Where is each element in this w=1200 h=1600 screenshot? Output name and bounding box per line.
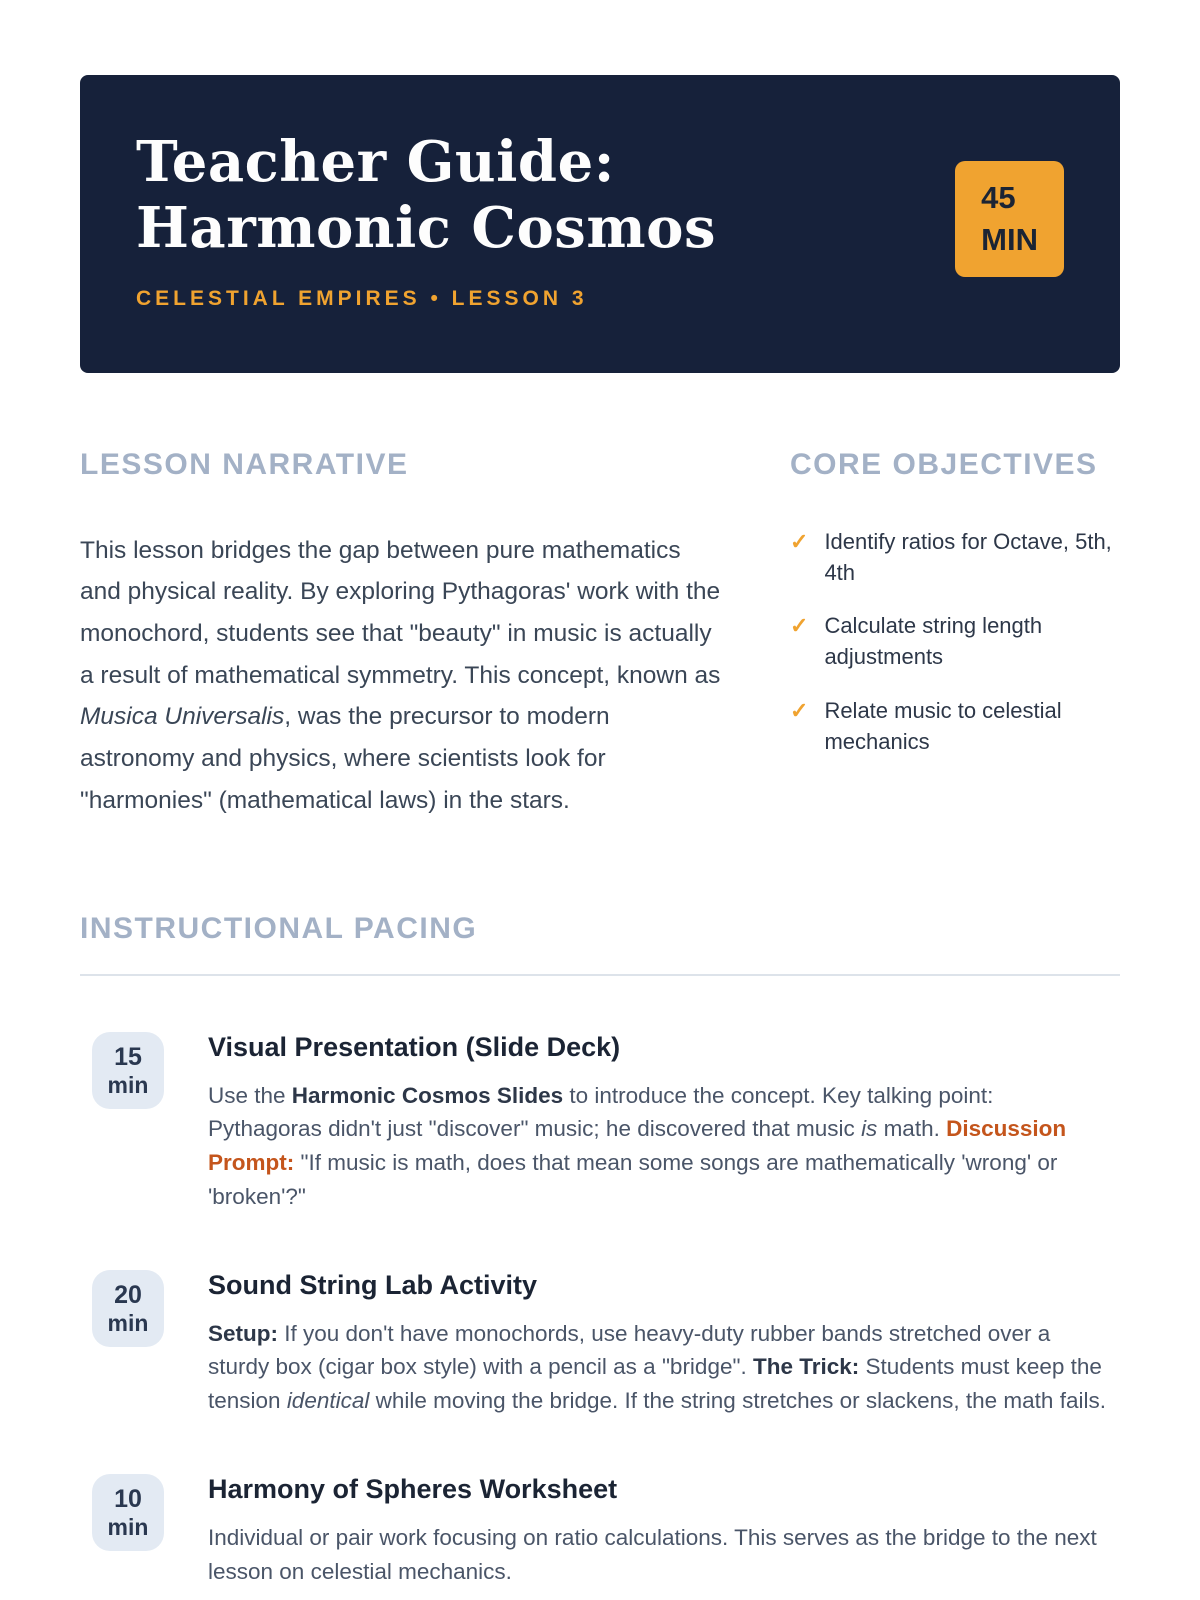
pacing-item xyxy=(80,1474,1120,1589)
overview-section xyxy=(80,445,1120,821)
lesson-narrative xyxy=(80,445,724,821)
activity-title: Harmony of Spheres Worksheet xyxy=(208,1473,618,1504)
page-title: Teacher Guide: Harmonic Cosmos xyxy=(136,129,716,262)
activity-description: Setup: If you don't have monochords, use heavy-duty rubber bands stretched over a sturdy box (cigar box style) with a pencil as a "bridge". The Trick: Students must keep the tension identical while moving the bridge. If the string stretches or slackens, the math fails. xyxy=(208,1320,1106,1414)
activity-content xyxy=(208,1270,1108,1418)
pacing-item xyxy=(80,1270,1120,1418)
time-badge xyxy=(92,1270,164,1348)
pacing-list xyxy=(80,1032,1120,1589)
activity-title: Sound String Lab Activity xyxy=(208,1269,538,1300)
lesson-narrative-text: This lesson bridges the gap between pure mathematics and physical reality. By exploring Pythagoras' work with the monochord, students see that "beauty" in music is actually a result of mathematical symmetry. This concept, known as Musica Universalis, was the precursor to modern astronomy and physics, where scientists look for "harmonies" (mathematical laws) in the stars. xyxy=(80,536,721,814)
check-icon: ✓ xyxy=(790,697,809,723)
time-badge xyxy=(92,1032,164,1110)
time-minutes: 15 xyxy=(114,1042,142,1071)
time-unit: min xyxy=(107,1309,149,1336)
activity-description: Individual or pair work focusing on ratio calculations. This serves as the bridge to the next lesson on celestial mechanics. xyxy=(208,1524,1097,1584)
core-objectives-heading: CORE OBJECTIVES xyxy=(790,448,1098,482)
lesson-narrative-heading: LESSON NARRATIVE xyxy=(80,448,409,482)
objective-item xyxy=(790,526,1120,588)
objective-label: Relate music to celestial mechanics xyxy=(824,697,1062,754)
duration-badge xyxy=(955,161,1064,277)
header-text-block xyxy=(136,129,916,311)
time-badge xyxy=(92,1474,164,1552)
activity-title: Visual Presentation (Slide Deck) xyxy=(208,1031,621,1062)
time-unit: min xyxy=(107,1071,149,1098)
activity-content xyxy=(208,1032,1108,1214)
objectives-list xyxy=(790,526,1120,757)
pacing-item xyxy=(80,1032,1120,1214)
header-banner xyxy=(80,75,1120,373)
objective-label: Identify ratios for Octave, 5th, 4th xyxy=(824,528,1112,585)
activity-description: Use the Harmonic Cosmos Slides to introduce the concept. Key talking point: Pythagoras didn't just "discover" music; he discovered that music is math. Discussion Prompt: "If music is math, does that mean some songs are mathematically 'wrong' or 'broken'?" xyxy=(208,1082,1067,1209)
objective-item xyxy=(790,610,1120,672)
activity-content xyxy=(208,1474,1108,1589)
time-unit: min xyxy=(107,1513,149,1540)
check-icon: ✓ xyxy=(790,528,809,554)
section-divider xyxy=(80,974,1120,976)
objective-label: Calculate string length adjustments xyxy=(824,613,1043,670)
objective-item xyxy=(790,695,1120,757)
core-objectives xyxy=(790,445,1120,821)
time-minutes: 10 xyxy=(114,1484,142,1513)
check-icon: ✓ xyxy=(790,613,809,639)
lesson-breadcrumb: CELESTIAL EMPIRES • LESSON 3 xyxy=(136,287,588,311)
instructional-pacing-section xyxy=(80,909,1120,1588)
duration-unit: MIN xyxy=(981,221,1038,257)
instructional-pacing-heading: INSTRUCTIONAL PACING xyxy=(80,912,478,946)
duration-value: 45 xyxy=(981,180,1016,215)
time-minutes: 20 xyxy=(114,1280,142,1309)
